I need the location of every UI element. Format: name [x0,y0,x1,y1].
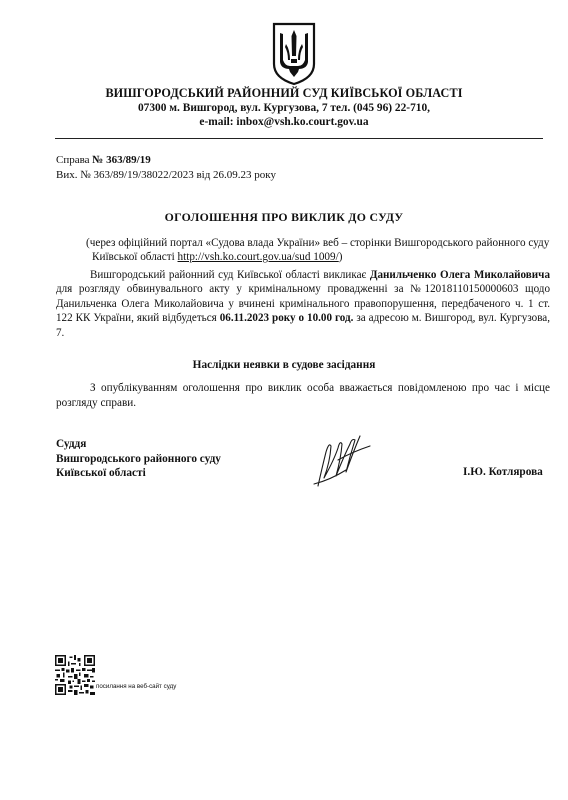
header-divider [55,138,543,139]
judge-title-line2: Вишгородського районного суду [56,452,221,465]
summons-details: для розгляду обвинувального акту у кримінальному провадженні за №12018110150000603 щодо Данильченка Олега Миколайовича у вчинені кримінального правопорушення, передбаченого ч. 1 ст. 122 КК України, який відбудеться [56,283,550,325]
hearing-address: за адресою м. Вишгород, вул. Кургузова, 7. [56,312,551,339]
tryzub-coat-of-arms-icon [271,22,317,86]
summons-intro: Вишгородський районний суд Київської області викликає [90,269,370,281]
publication-note-text: (через офіційний портал «Судова влада України» веб – сторінки Вишгородського районного суду Київської області [86,237,550,263]
summons-paragraph [56,268,550,340]
defendant-name: Данильченко Олега Миколайовича [369,269,550,281]
case-number: № 363/89/19 [92,154,151,166]
qr-caption: посилання на веб-сайт суду [96,683,177,690]
court-email: e-mail: inbox@vsh.ko.court.gov.ua [199,116,369,128]
qr-code-icon[interactable] [55,655,95,695]
judge-name: І.Ю. Котлярова [463,466,543,478]
handwritten-signature [300,430,380,492]
notice-paragraph: З опублікуванням оголошення про виклик особа вважається повідомленою про час і місце розгляду справи. [56,382,550,409]
court-address: 07300 м. Вишгород, вул. Кургузова, 7 тел. (045 96) 22-710, [137,102,431,114]
publication-note [86,236,550,264]
judge-title-line1: Суддя [56,438,87,450]
document-title: ОГОЛОШЕННЯ ПРО ВИКЛИК ДО СУДУ [164,210,404,224]
case-reference [56,154,151,167]
outgoing-number: Вих. № 363/89/19/38022/2023 від 26.09.23 року [56,169,276,181]
court-name: ВИШГОРОДСЬКИЙ РАЙОННИЙ СУД КИЇВСЬКОЇ ОБЛАСТІ [105,86,463,100]
judge-title-block [56,437,221,481]
hearing-datetime: 06.11.2023 року о 10.00 год. [219,312,354,325]
judge-title-line3: Київської області [56,467,146,480]
court-website-link[interactable]: http://vsh.ko.court.gov.ua/sud 1009/ [177,251,339,263]
publication-note-close: ) [338,251,343,263]
case-prefix: Справа [56,154,90,166]
consequences-heading: Наслідки неявки в судове засідання [192,359,376,371]
